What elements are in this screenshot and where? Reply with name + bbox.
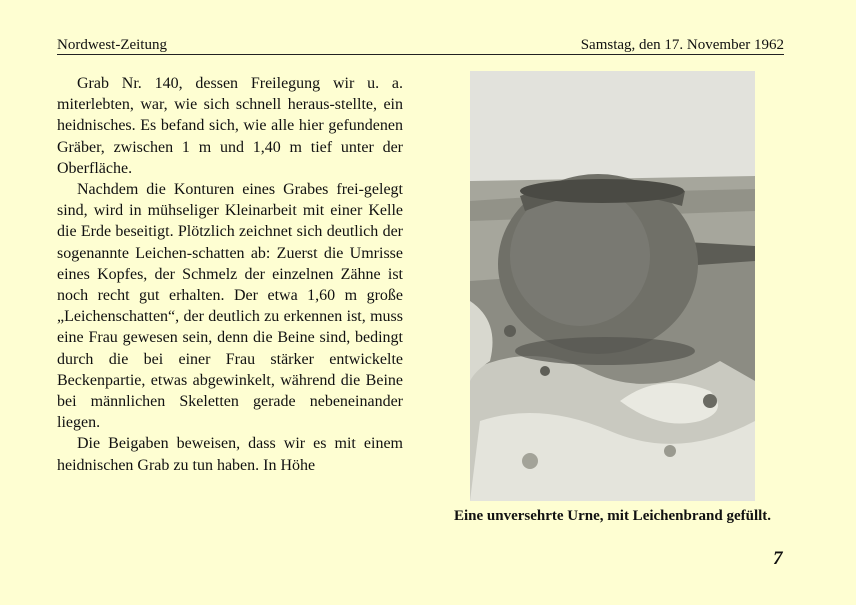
urn-photo xyxy=(470,71,755,501)
newspaper-name: Nordwest-Zeitung xyxy=(57,37,167,53)
article-paragraph: Die Beigaben beweisen, dass wir es mit einem heidnischen Grab zu tun haben. In Höhe xyxy=(57,435,403,474)
photo-caption: Eine unversehrte Urne, mit Leichenbrand gefüllt. xyxy=(453,508,772,524)
issue-date: Samstag, den 17. November 1962 xyxy=(580,37,784,53)
page-number: 7 xyxy=(773,548,783,569)
article-paragraph: Nachdem die Konturen eines Grabes frei-gelegt sind, wird in mühseliger Kleinarbeit mit einer Kelle die Erde beseitigt. Plötzlich zeichnet sich deutlich der sogenannte Leichen-schatten ab: Zuerst die Umrisse eines Kopfes, der Schmelz der einzelnen Zähne ist noch recht gut erhalten. Der etwa 1,60 m große „Leichenschatten“, der deutlich zu erkennen ist, muss eine Frau gewesen sein, denn die Beine sind, bedingt durch die bei einer Frau stärker entwickelte Beckenpartie, etwas abgewinkelt, während die Beine bei männlichen Skeletten gerade nebeneinander liegen. xyxy=(57,181,403,432)
article-paragraph: Grab Nr. 140, dessen Freilegung wir u. a. miterlebten, war, wie sich schnell heraus-stellte, ein heidnisches. Es befand sich, wie alle hier gefundenen Gräber, zwischen 1 m und 1,40 m tief unter der Oberfläche. xyxy=(57,75,403,177)
newspaper-header xyxy=(57,36,784,55)
article-text xyxy=(57,73,403,476)
